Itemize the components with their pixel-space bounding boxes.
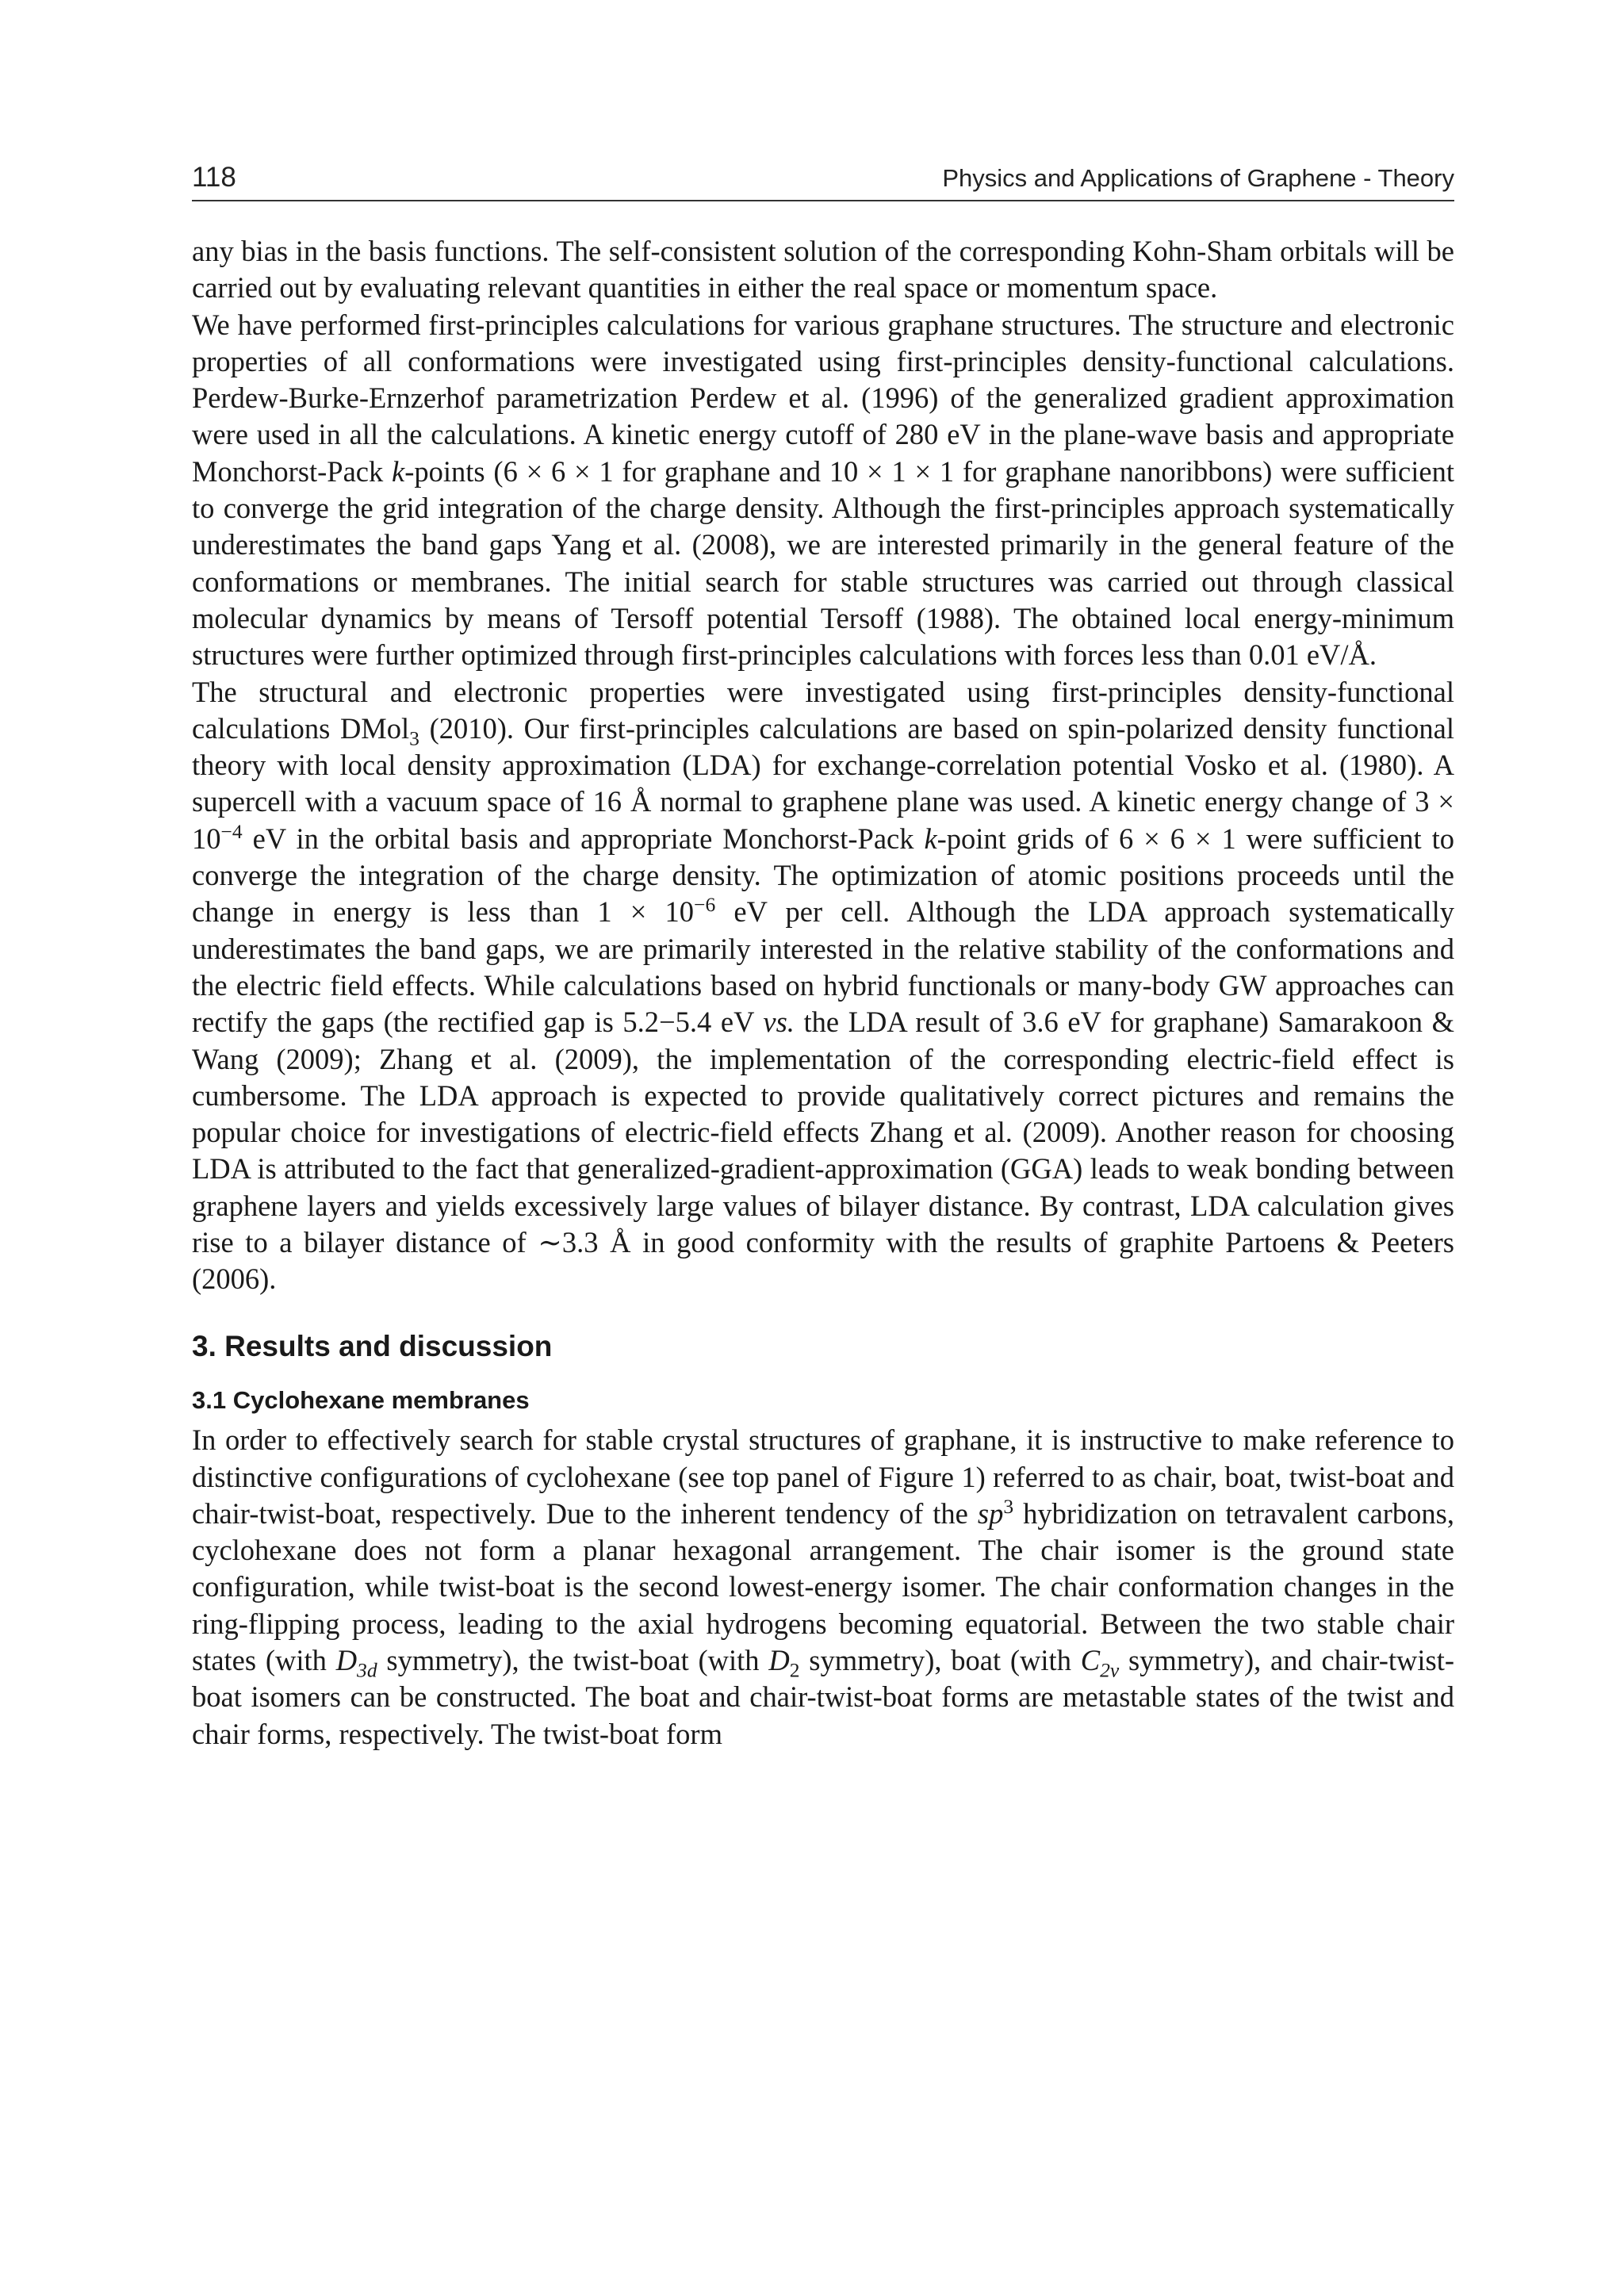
text-run: -point grids of 6 × 6 × 1 were sufficient to converge the integration of the charge density. The optimization of atomic positions proceeds until the change in energy is less than 1 × 10 (192, 822, 1454, 929)
subscript-3d: 3d (357, 1658, 377, 1682)
superscript-exponent: −6 (694, 893, 716, 917)
subscript-3: 3 (409, 726, 419, 750)
superscript-3: 3 (1003, 1494, 1014, 1518)
italic-D: D (335, 1643, 358, 1676)
paragraph-cyclohexane (192, 1422, 1454, 1753)
text-run: symmetry), the twist-boat (with (377, 1643, 769, 1676)
text-run: symmetry), and chair-twist-boat isomers can be constructed. The boat and chair-twist-boat forms are metastable states of the twist and chair forms, respectively. The twist-boat form (192, 1643, 1454, 1750)
page-number: 118 (192, 162, 236, 193)
subsection-heading: 3.1 Cyclohexane membranes (192, 1385, 530, 1414)
superscript-exponent: −4 (220, 819, 243, 843)
text-run: hybridization on tetravalent carbons, cyclohexane does not form a planar hexagonal arrangement. The chair isomer is the ground state configuration, while twist-boat is the second lowest-energy isomer. The chair conformation changes in the ring-flipping process, leading to the axial hydrogens becoming equatorial. Between the two stable chair states (with (192, 1496, 1455, 1676)
text-run: The structural and electronic properties were investigated using first-principles density-functional calculations DMol (192, 675, 1454, 745)
running-header (192, 162, 1454, 201)
text-run: (2010). Our first-principles calculations are based on spin-polarized density functional theory with local density approximation (LDA) for exchange-correlation potential Vosko et al. (1980). A supercell with a vacuum space of 16 Å normal to graphene plane was used. A kinetic energy change of 3 × 10 (192, 711, 1454, 855)
text-run: -points (6 × 6 × 1 for graphane and 10 × 1 × 1 for graphane nanoribbons) were sufficient to converge the grid integration of the charge density. Although the first-principles approach systematically underestimates the band gaps Yang et al. (2008), we are interested primarily in the general feature of the conformations or membranes. The initial search for stable structures was carried out through classical molecular dynamics by means of Tersoff potential Tersoff (1988). The obtained local energy-minimum structures were further optimized through first-principles calculations with forces less than 0.01 eV/Å. (192, 454, 1454, 672)
body-text (192, 233, 1454, 1753)
paragraph-lda-dmol3 (192, 674, 1454, 1298)
text-run: In order to effectively search for stable crystal structures of graphane, it is instructive to make reference to distinctive configurations of cyclohexane (see top panel of Figure 1) referred to as chair, boat, twist-boat and chair-twist-boat, respectively. Due to the inherent tendency of the (192, 1423, 1454, 1530)
section-heading: 3. Results and discussion (192, 1329, 553, 1362)
italic-C: C (1080, 1643, 1101, 1676)
subscript-2v: 2v (1100, 1658, 1120, 1682)
paragraph-first-principles-gga (192, 307, 1454, 674)
italic-k: k (392, 454, 405, 488)
italic-vs: vs. (763, 1006, 795, 1039)
running-title: Physics and Applications of Graphene - Theory (942, 164, 1454, 192)
text-run: We have performed first-principles calculations for various graphane structures. The structure and electronic properties of all conformations were investigated using first-principles density-functional calculations. Perdew-Burke-Ernzerhof parametrization Perdew et al. (1996) of the generalized gradient approximation were used in all the calculations. A kinetic energy cutoff of 280 eV in the plane-wave basis and appropriate Monchorst-Pack (192, 308, 1454, 488)
text-run: eV per cell. Although the LDA approach systematically underestimates the band gaps, we are primarily interested in the relative stability of the conformations and the electric field effects. While calculations based on hybrid functionals or many-body GW approaches can rectify the gaps (the rectified gap is 5.2−5.4 eV (192, 895, 1454, 1039)
italic-sp: sp (977, 1496, 1004, 1530)
paragraph-basis-functions: any bias in the basis functions. The self-consistent solution of the corresponding Kohn-Sham orbitals will be carried out by evaluating relevant quantities in either the real space or momentum space. (192, 235, 1454, 305)
text-run: eV in the orbital basis and appropriate Monchorst-Pack (242, 822, 925, 855)
text-run: the LDA result of 3.6 eV for graphane) Samarakoon & Wang (2009); Zhang et al. (2009), the implementation of the corresponding electric-field effect is cumbersome. The LDA approach is expected to provide qualitatively correct pictures and remains the popular choice for investigations of electric-field effects Zhang et al. (2009). Another reason for choosing LDA is attributed to the fact that generalized-gradient-approximation (GGA) leads to weak bonding between graphene layers and yields excessively large values of bilayer distance. By contrast, LDA calculation gives rise to a bilayer distance of ∼3.3 Å in good conformity with the results of graphite Partoens & Peeters (2006). (192, 1006, 1454, 1296)
subscript-2: 2 (789, 1658, 800, 1682)
italic-D: D (768, 1643, 790, 1676)
page (192, 162, 1454, 1753)
italic-k: k (924, 822, 937, 855)
text-run: symmetry), boat (with (799, 1643, 1081, 1676)
